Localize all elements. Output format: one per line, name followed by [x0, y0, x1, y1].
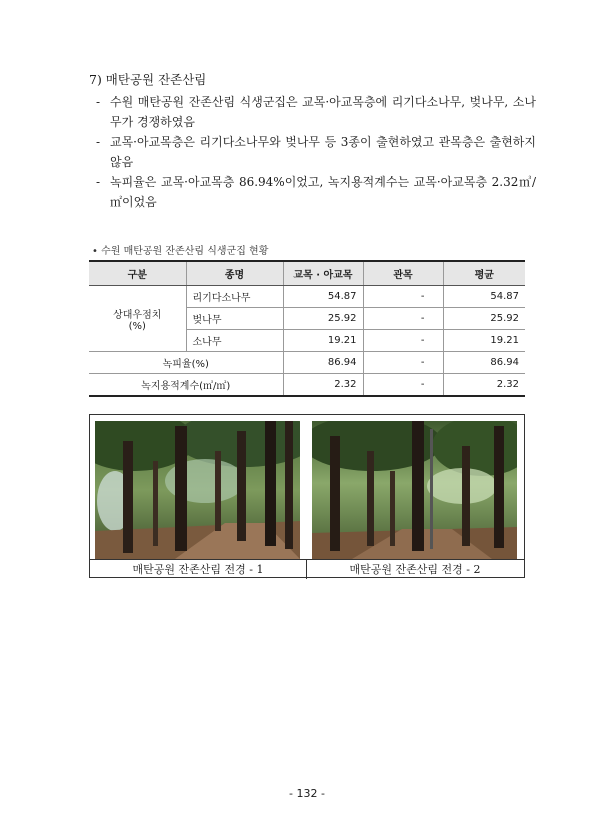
average-value: 2.32 — [443, 374, 525, 397]
table-row — [89, 374, 525, 397]
average-value: 54.87 — [443, 286, 525, 308]
bullet-dash: - — [96, 135, 101, 149]
bullet-dash: - — [96, 175, 101, 189]
shrub-value: - — [363, 286, 443, 308]
page-number: - 132 - — [289, 787, 325, 800]
bullet-text: 교목·아교목층은 리기다소나무와 벚나무 등 3종이 출현하였고 관목층은 출현하지 않음 — [110, 135, 536, 169]
group-label-line2: (%) — [128, 320, 146, 332]
shrub-value: - — [363, 374, 443, 397]
header-shrub-layer: 관목 — [363, 261, 443, 286]
tree-value: 19.21 — [283, 330, 363, 352]
species-name: 벚나무 — [186, 308, 283, 330]
bullet-text: 녹피율은 교목·아교목층 86.94%이었고, 녹지용적계수는 교목·아교목층 2.32㎥/㎡이었음 — [110, 175, 536, 209]
header-species: 종명 — [186, 261, 283, 286]
tree-value: 54.87 — [283, 286, 363, 308]
header-average: 평균 — [443, 261, 525, 286]
shrub-value: - — [363, 330, 443, 352]
table-row — [89, 352, 525, 374]
shrub-value: - — [363, 352, 443, 374]
shrub-value: - — [363, 308, 443, 330]
average-value: 25.92 — [443, 308, 525, 330]
species-name: 소나무 — [186, 330, 283, 352]
relative-dominance-label — [89, 286, 186, 352]
bullet-item — [96, 92, 536, 132]
green-volume-label: 녹지용적계수(㎥/㎡) — [89, 374, 283, 397]
photo-caption-1: 매탄공원 잔존산림 전경 - 1 — [90, 559, 307, 579]
header-category: 구분 — [89, 261, 186, 286]
species-name: 리기다소나무 — [186, 286, 283, 308]
bullet-dash: - — [96, 95, 101, 109]
table-row — [89, 286, 525, 308]
vegetation-table — [89, 260, 525, 397]
tree-value: 25.92 — [283, 308, 363, 330]
photo-panel — [89, 414, 525, 578]
bullet-list — [96, 92, 536, 212]
header-tree-layer: 교목 · 아교목 — [283, 261, 363, 286]
bullet-item — [96, 132, 536, 172]
bullet-item — [96, 172, 536, 212]
table-header-row — [89, 261, 525, 286]
tree-value: 86.94 — [283, 352, 363, 374]
table-caption: • 수원 매탄공원 잔존산림 식생군집 현황 — [92, 246, 269, 257]
green-coverage-label: 녹피율(%) — [89, 352, 283, 374]
bullet-text: 수원 매탄공원 잔존산림 식생군집은 교목·아교목층에 리기다소나무, 벚나무, 소나무가 경쟁하였음 — [110, 95, 536, 129]
forest-photo-2 — [312, 421, 517, 559]
section-title: 7) 매탄공원 잔존산림 — [89, 72, 207, 87]
average-value: 19.21 — [443, 330, 525, 352]
photo-caption-2: 매탄공원 잔존산림 전경 - 2 — [306, 559, 524, 579]
group-label-line1: 상대우점치 — [113, 309, 162, 321]
forest-photo-1 — [95, 421, 300, 559]
tree-value: 2.32 — [283, 374, 363, 397]
average-value: 86.94 — [443, 352, 525, 374]
